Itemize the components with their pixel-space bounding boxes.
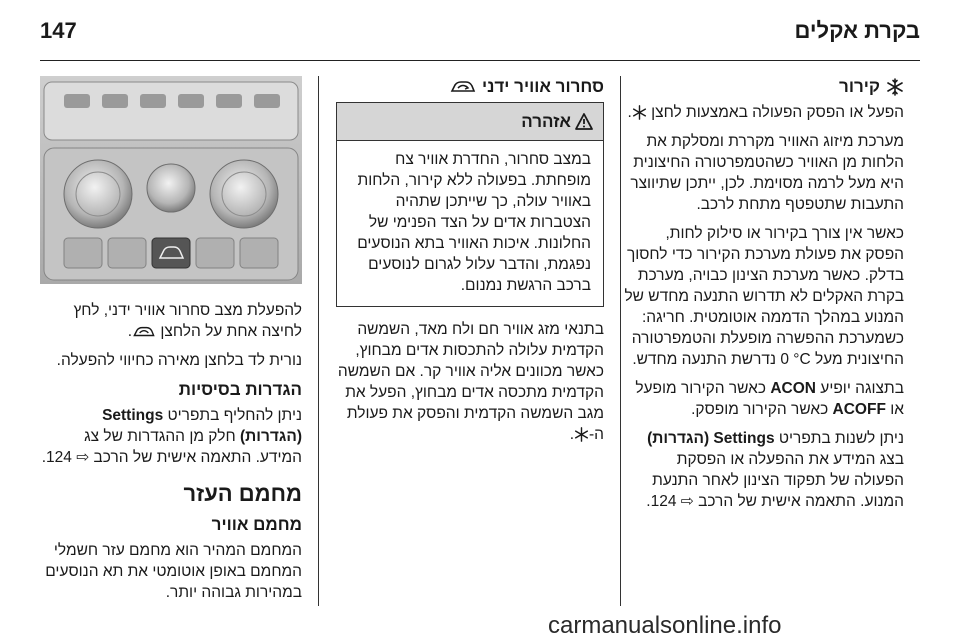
watermark: carmanualsonline.info — [548, 612, 782, 639]
page-title: בקרת אקלים — [794, 18, 920, 43]
reference-page: 124 — [650, 493, 677, 510]
basic-settings-heading: הגדרות בסיסיות — [178, 380, 302, 399]
right-column — [624, 70, 904, 520]
middle-column — [336, 70, 604, 453]
warning-text: במצב סחרור, החדרת אוויר צח מופחתת. בפעולה ללא קירור, הלחות באוויר עולה, כך שייתכן שתהיה הצטברות אדים על הצד הפנימי של החלונות. איכות האוויר בתא הנוסעים נפגמת, והדבר עלול לגרום לנוסעים ברכב הרגשת נמנום. — [357, 151, 591, 294]
left-paragraph-3: ניתן להחליף בתפריט Settings (הגדרות) חלק מן ההגדרות של צג המידע. התאמה אישית של הרכב ⇨ 124. — [41, 407, 302, 466]
column-divider-right — [620, 76, 621, 606]
auxiliary-heating-heading: מחמם העזר — [183, 481, 302, 506]
cooling-paragraph-3: כאשר אין צורך בקירור או סילוק לחות, הפסק את פעולת מערכת הקירור כדי לחסוך בדלק. כאשר מערכת הצינון כבויה, מערכת בקרת האקלים לא תדרוש התנעה מחדש של המנוע במהלך הדממה אוטומטית. חריגה: כשמערכת ההפשרה מופעלת והטמפרטורה החיצונית מעל 0 °C נדרשת התנעה מחדש. — [624, 225, 904, 368]
page-number: 147 — [40, 18, 77, 43]
cooling-heading-text: קירור — [839, 77, 880, 96]
climate-control-panel-photo — [40, 76, 302, 284]
warning-box — [336, 102, 604, 307]
left-paragraph-2: נורית לד בלחצן מאירה כחיווי להפעלה. — [56, 352, 302, 369]
page-header — [40, 8, 920, 54]
cooling-paragraph-4: בתצוגה יופיע ACON כאשר הקירור מופעל או ACOFF כאשר הקירור מופסק. — [635, 380, 904, 418]
recirculation-heading-text: סחרור אוויר ידני — [481, 77, 604, 96]
header-divider — [40, 60, 920, 61]
recirculation-car-icon — [132, 325, 156, 339]
air-heater-heading: מחמם אוויר — [211, 515, 302, 534]
cooling-heading — [624, 76, 904, 98]
cooling-paragraph-5: ניתן לשנות בתפריט Settings (הגדרות) בצג המידע את ההפעלה או הפסקת הפעולה של תפקוד הצינון לאחר התנעת המנוע. התאמה אישית של הרכב ⇨ 124. — [646, 430, 904, 510]
snowflake-icon — [574, 427, 589, 442]
warning-header — [337, 103, 603, 141]
warning-triangle-icon — [575, 113, 593, 130]
cooling-paragraph-2: מערכת מיזוג האוויר מקררת ומסלקת את הלחות מן האוויר כשהטמפרטורה החיצונית היא מעל לרמה מסוימת. לכן, ייתכן שתיווצר התעבות שתטפטף מתחת לרכב. — [630, 133, 904, 213]
recirculation-car-icon — [450, 79, 476, 95]
snowflake-icon — [886, 78, 904, 96]
left-paragraph-1: להפעלת מצב סחרור אוויר ידני, לחץ לחיצה אחת על הלחצן . — [73, 302, 302, 340]
warning-title: אזהרה — [521, 112, 571, 131]
recirculation-heading — [336, 76, 604, 98]
reference-arrow-icon: ⇨ — [76, 449, 90, 466]
reference-page: 124 — [46, 449, 72, 466]
temperature-value: 0 °C — [780, 351, 811, 368]
recirculation-paragraph-1: בתנאי מזג אוויר חם ולח מאד, השמשה הקדמית עלולה להתכסות אדים מבחוץ, כאשר מכוונים אליה אוויר קר. אם השמשה הקדמית מתכסה אדים מבחוץ, הפעל את מגב השמשה הקדמית והפסק את פעולת ה-. — [337, 321, 604, 443]
settings-menu-label: Settings (הגדרות) — [647, 430, 775, 447]
snowflake-icon — [632, 105, 647, 120]
acoff-label: ACOFF — [832, 401, 886, 418]
column-divider-left — [318, 76, 319, 606]
cooling-paragraph-1: הפעל או הפסק הפעולה באמצעות לחצן . — [627, 104, 904, 121]
settings-menu-label: Settings (הגדרות) — [102, 407, 302, 445]
left-paragraph-4: המחמם המהיר הוא מחמם עזר חשמלי המחמם באופן אוטומטי את תא הנוסעים במהירות גבוהה יותר. — [45, 542, 302, 601]
reference-arrow-icon: ⇨ — [680, 493, 694, 510]
acon-label: ACON — [770, 380, 816, 397]
